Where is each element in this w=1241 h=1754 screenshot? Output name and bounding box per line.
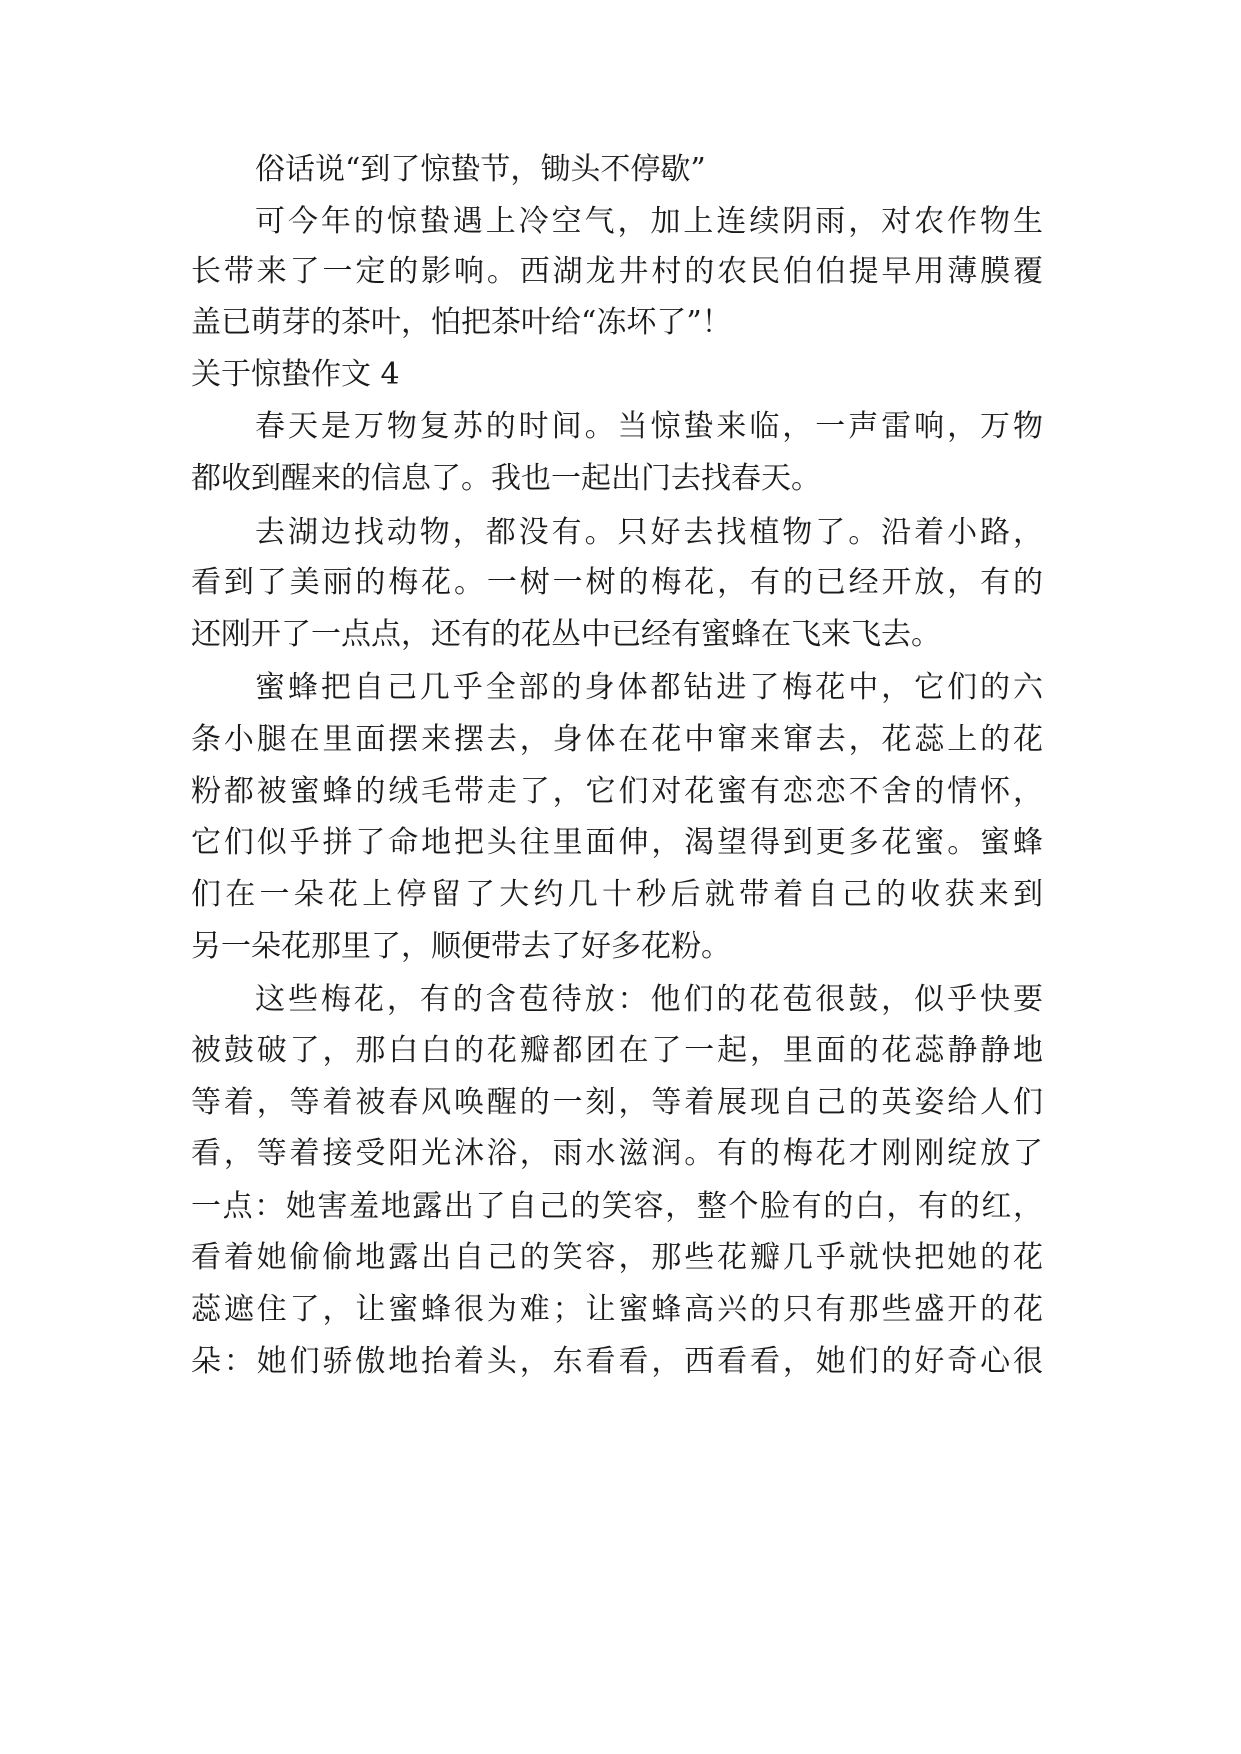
text-line: 盖已萌芽的茶叶，怕把茶叶给“冻坏了”！: [191, 305, 732, 340]
text-line: 另一朵花那里了，顺便带去了好多花粉。: [191, 929, 731, 964]
text-line: 还刚开了一点点，还有的花丛中已经有蜜蜂在飞来飞去。: [191, 617, 941, 652]
text-line: 蕊遮住了，让蜜蜂很为难；让蜜蜂高兴的只有那些盛开的花: [191, 1292, 1043, 1327]
text-line: 去湖边找动物，都没有。只好去找植物了。沿着小路，: [255, 515, 1043, 550]
text-line: 它们似乎拼了命地把头往里面伸，渴望得到更多花蜜。蜜蜂: [191, 825, 1043, 860]
text-line: 条小腿在里面摆来摆去，身体在花中窜来窜去，花蕊上的花: [191, 722, 1043, 757]
text-line: 看着她偷偷地露出自己的笑容，那些花瓣几乎就快把她的花: [191, 1240, 1043, 1275]
text-line: 看，等着接受阳光沐浴，雨水滋润。有的梅花才刚刚绽放了: [191, 1136, 1043, 1171]
text-line: 可今年的惊蛰遇上冷空气，加上连续阴雨，对农作物生: [255, 204, 1043, 239]
text-line: 这些梅花，有的含苞待放：他们的花苞很鼓，似乎快要: [255, 982, 1043, 1017]
text-line: 都收到醒来的信息了。我也一起出门去找春天。: [191, 461, 821, 496]
text-line: 朵：她们骄傲地抬着头，东看看，西看看，她们的好奇心很: [191, 1344, 1043, 1379]
text-line: 等着，等着被春风唤醒的一刻，等着展现自己的英姿给人们: [191, 1085, 1043, 1120]
section-heading: 关于惊蛰作文 4: [191, 357, 400, 392]
text-line: 们在一朵花上停留了大约几十秒后就带着自己的收获来到: [191, 877, 1043, 912]
text-line: 长带来了一定的影响。西湖龙井村的农民伯伯提早用薄膜覆: [191, 254, 1043, 289]
text-line: 被鼓破了，那白白的花瓣都团在了一起，里面的花蕊静静地: [191, 1033, 1043, 1068]
text-line: 俗话说“到了惊蛰节，锄头不停歇”: [255, 152, 706, 187]
text-line: 一点：她害羞地露出了自己的笑容，整个脸有的白，有的红，: [191, 1189, 1043, 1224]
text-line: 蜜蜂把自己几乎全部的身体都钻进了梅花中，它们的六: [255, 670, 1043, 705]
text-line: 看到了美丽的梅花。一树一树的梅花，有的已经开放，有的: [191, 565, 1043, 600]
text-line: 春天是万物复苏的时间。当惊蛰来临，一声雷响，万物: [255, 409, 1043, 444]
text-line: 粉都被蜜蜂的绒毛带走了，它们对花蜜有恋恋不舍的情怀，: [191, 774, 1043, 809]
